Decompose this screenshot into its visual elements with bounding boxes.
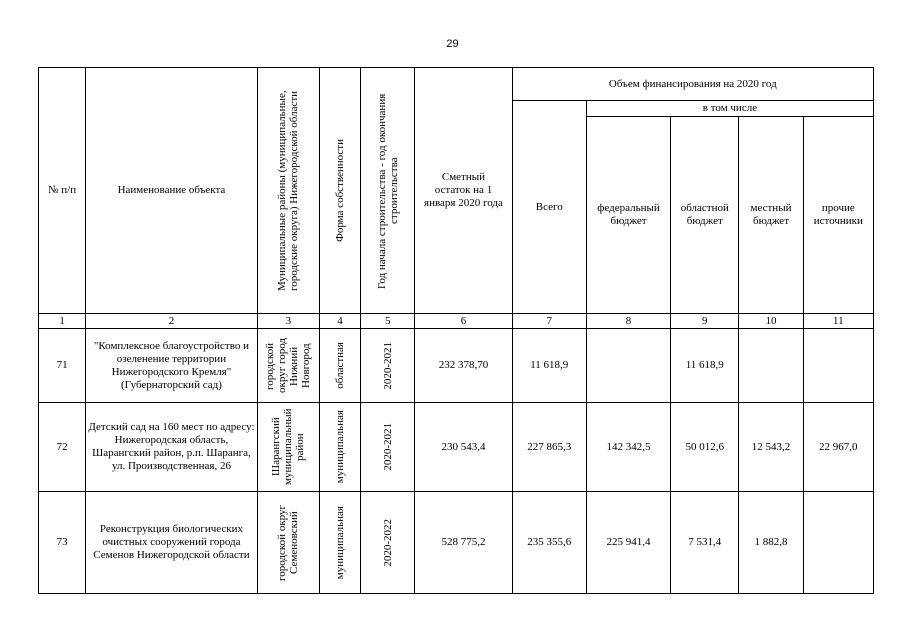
header-federal: федеральный бюджет: [586, 117, 670, 314]
row-regional: 11 618,9: [671, 329, 739, 403]
row-name: Детский сад на 160 мест по адресу: Нижегородская область, Шарангский район, р.п. Шаранга, ул. Производственная, 26: [86, 403, 258, 492]
row-years-text: 2020-2021: [381, 423, 394, 471]
column-number: 7: [512, 314, 586, 329]
row-num: 72: [39, 403, 86, 492]
row-regional: 50 012,6: [671, 403, 739, 492]
table-row: [39, 492, 874, 594]
column-number: 1: [39, 314, 86, 329]
table-row: [39, 403, 874, 492]
row-total: 11 618,9: [512, 329, 586, 403]
header-years-text: Год начала строительства - год окончания строительства: [375, 92, 400, 289]
header-ownership: [319, 68, 360, 314]
row-balance: 232 378,70: [415, 329, 512, 403]
header-ownership-text: Форма собственности: [334, 139, 347, 242]
row-federal: [586, 329, 670, 403]
header-municipality-text: Муниципальные районы (муниципальные, городские округа) Нижегородской области: [276, 90, 301, 291]
header-balance: Сметный остаток на 1 января 2020 года: [415, 68, 512, 314]
column-number: 6: [415, 314, 512, 329]
row-num: 71: [39, 329, 86, 403]
row-ownership: [319, 492, 360, 594]
column-number: 5: [361, 314, 415, 329]
row-other: 22 967,0: [803, 403, 873, 492]
header-total: Всего: [512, 101, 586, 314]
header-name: Наименование объекта: [86, 68, 258, 314]
column-number: 3: [257, 314, 319, 329]
row-years-text: 2020-2022: [381, 518, 394, 567]
row-name: Реконструкция биологических очистных сооружений города Семенов Нижегородской области: [86, 492, 258, 594]
column-number: 10: [739, 314, 803, 329]
row-name: "Комплексное благоустройство и озеленение территории Нижегородского Кремля" (Губернаторский сад): [86, 329, 258, 403]
row-years: [361, 403, 415, 492]
row-municipality: [257, 329, 319, 403]
header-row-1: [39, 68, 874, 101]
header-num: № п/п: [39, 68, 86, 314]
financing-table: [38, 67, 874, 594]
row-other: [803, 492, 873, 594]
column-number: 11: [803, 314, 873, 329]
header-years: [361, 68, 415, 314]
row-ownership: [319, 403, 360, 492]
row-total: 235 355,6: [512, 492, 586, 594]
header-local: местный бюджет: [739, 117, 803, 314]
row-municipality-text: городской округ город Нижний Новгород: [264, 338, 313, 393]
row-num: 73: [39, 492, 86, 594]
header-including: в том числе: [586, 101, 873, 117]
row-years: [361, 329, 415, 403]
column-number: 4: [319, 314, 360, 329]
row-balance: 230 543,4: [415, 403, 512, 492]
column-numbers-row: [39, 314, 874, 329]
row-ownership: [319, 329, 360, 403]
row-local: 12 543,2: [739, 403, 803, 492]
row-regional: 7 531,4: [671, 492, 739, 594]
row-federal: 142 342,5: [586, 403, 670, 492]
row-years-text: 2020-2021: [381, 341, 394, 390]
row-ownership-text: муниципальная: [334, 505, 347, 580]
row-ownership-text: областная: [334, 342, 347, 389]
row-ownership-text: муниципальная: [334, 410, 347, 484]
row-balance: 528 775,2: [415, 492, 512, 594]
header-regional: областной бюджет: [671, 117, 739, 314]
row-municipality-text: Шарангский муниципальный район: [270, 408, 307, 486]
row-federal: 225 941,4: [586, 492, 670, 594]
page-number: 29: [446, 38, 459, 50]
column-number: 2: [86, 314, 258, 329]
table-row: [39, 329, 874, 403]
row-municipality: [257, 403, 319, 492]
row-other: [803, 329, 873, 403]
header-other: прочие источники: [803, 117, 873, 314]
column-number: 8: [586, 314, 670, 329]
row-municipality-text: городской округ Семеновский: [276, 504, 301, 581]
row-local: 1 882,8: [739, 492, 803, 594]
row-years: [361, 492, 415, 594]
header-municipality: [257, 68, 319, 314]
column-number: 9: [671, 314, 739, 329]
header-financing: Объем финансирования на 2020 год: [512, 68, 873, 101]
row-total: 227 865,3: [512, 403, 586, 492]
row-local: [739, 329, 803, 403]
row-municipality: [257, 492, 319, 594]
